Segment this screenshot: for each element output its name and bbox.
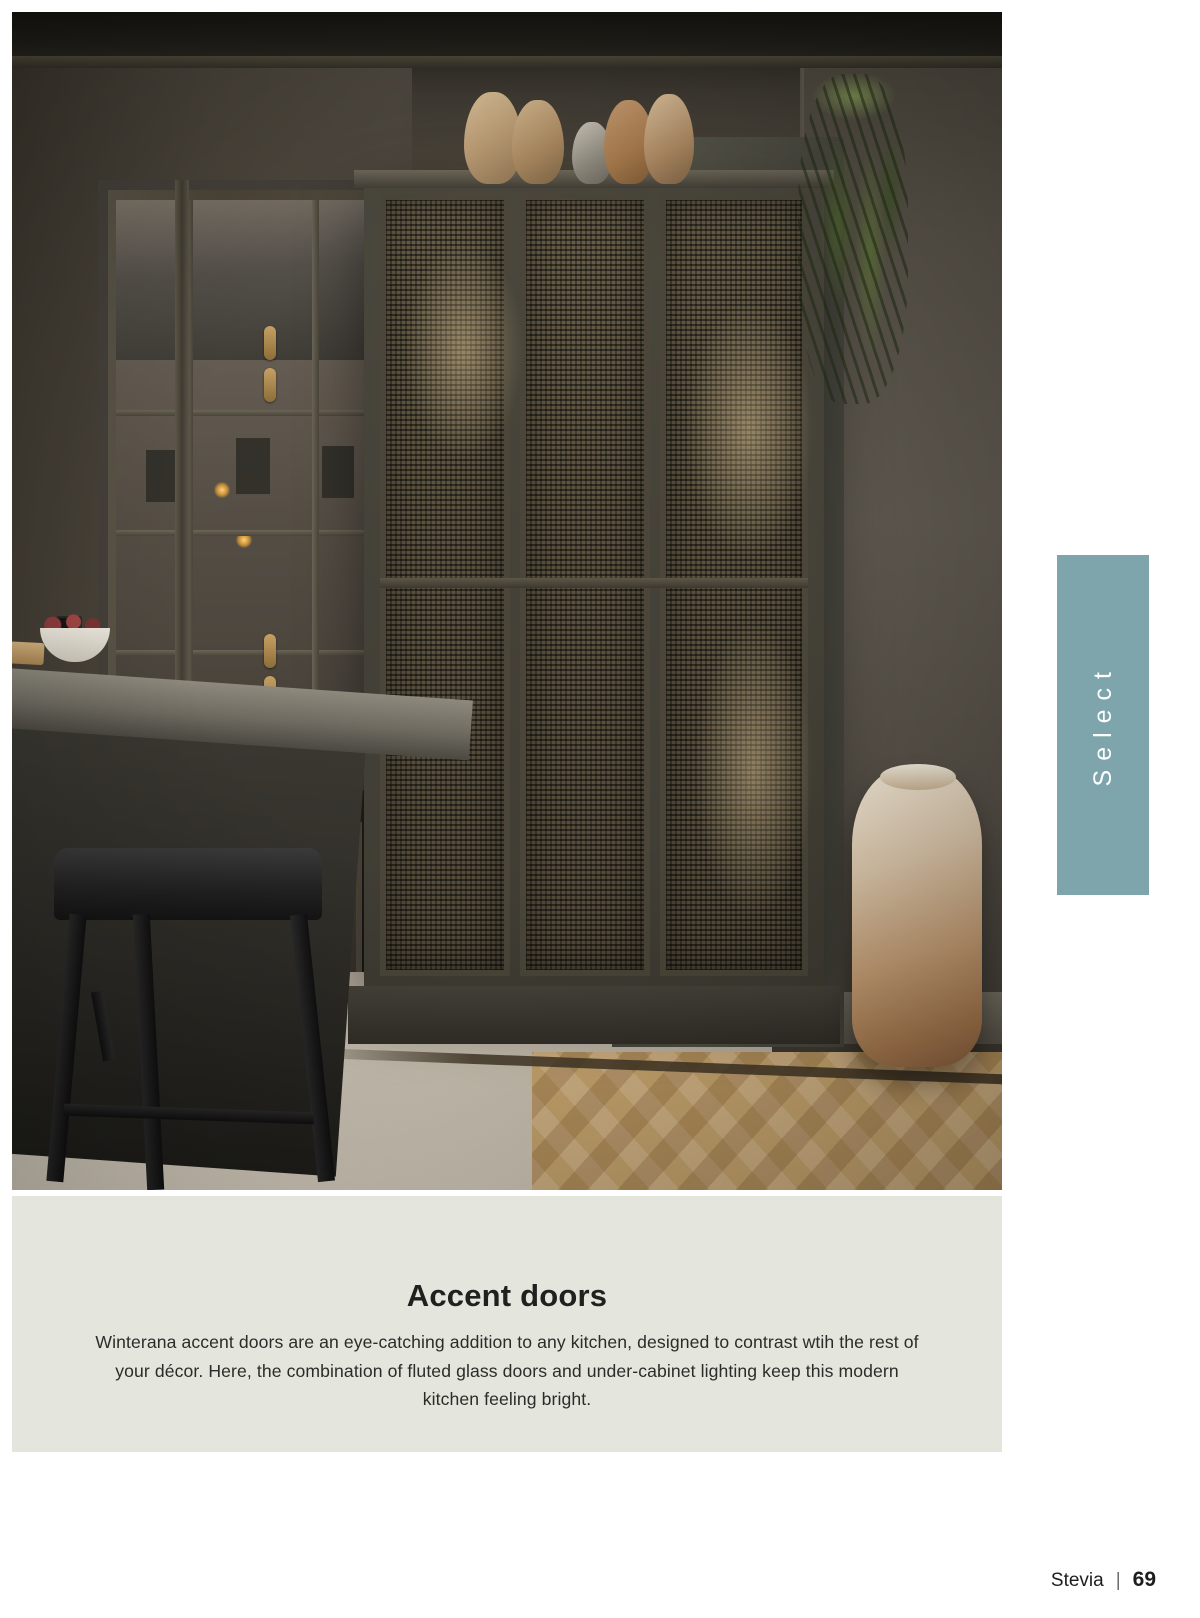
cabinet-mid-rail [380,578,808,588]
stool-seat [54,848,322,920]
footer-brand: Stevia [1050,1570,1104,1591]
cabinet-plinth [348,986,840,1044]
trailing-plant [798,74,908,404]
mesh-front-cabinet [364,180,824,992]
cutting-board [12,641,45,665]
window-mullion-horizontal [116,530,380,536]
footer-separator: | [1115,1570,1121,1591]
floor-vase-rim [880,764,956,790]
ceiling-trim [12,56,1002,68]
hero-photo [12,12,1002,1190]
street-lamp-glow [214,482,230,498]
exterior-window [236,438,270,494]
window-mullion-horizontal [116,410,380,416]
section-tab-select[interactable] [1057,555,1149,895]
window-mullion-horizontal [116,650,380,656]
floor-vase [852,767,982,1067]
exterior-window [322,446,354,498]
door-handle[interactable] [264,634,276,668]
section-tab-label: Select [1088,663,1117,787]
caption-body: Winterana accent doors are an eye-catching addition to any kitchen, designed to contrast wtih the rest of your décor. Here, the combination of fluted glass doors and under-cabinet lighting keep this modern kitchen feeling bright. [95,1332,919,1409]
door-handle[interactable] [264,326,276,360]
terracotta-pot [644,94,694,184]
caption-block [12,1196,1002,1452]
page-footer [1051,1568,1156,1592]
door-handle[interactable] [264,368,276,402]
terracotta-pot [512,100,564,184]
caption-title: Accent doors [406,1278,608,1313]
footer-page-number: 69 [1132,1568,1156,1591]
